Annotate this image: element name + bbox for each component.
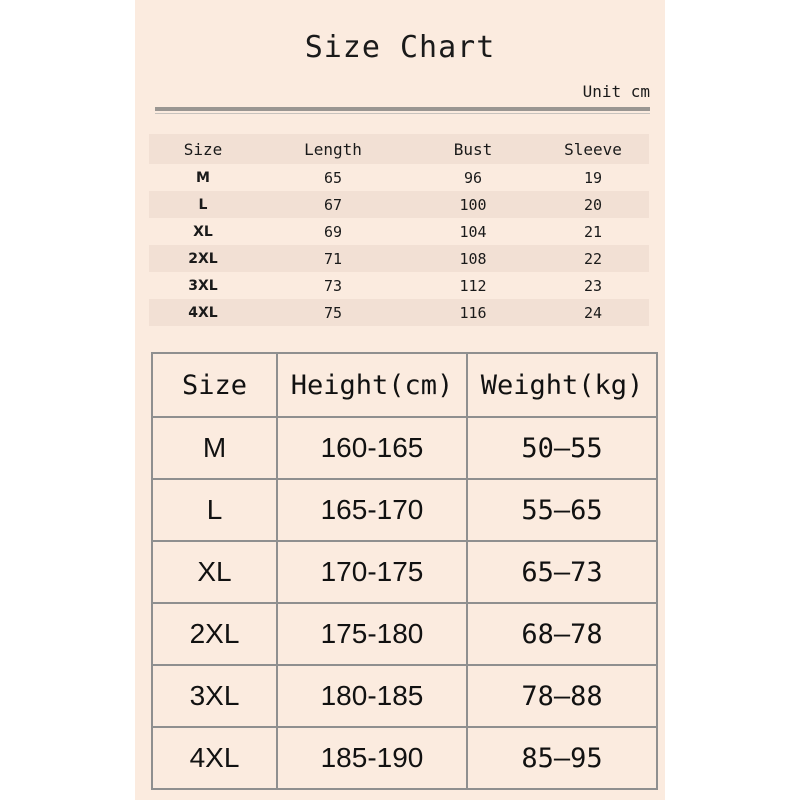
- measurement-table: [149, 134, 649, 326]
- table-cell: 65–73: [467, 541, 657, 603]
- table-cell: 55–65: [467, 479, 657, 541]
- table-header-row: [149, 134, 649, 164]
- table-cell: 4XL: [152, 727, 277, 789]
- table-cell: 4XL: [188, 304, 218, 321]
- table-cell: 22: [583, 249, 603, 268]
- table-cell: 3XL: [188, 277, 218, 294]
- table-cell: 180-185: [277, 665, 467, 727]
- table-row: [152, 417, 657, 479]
- table-cell: 100: [459, 195, 487, 214]
- size-chart-card: [135, 0, 665, 800]
- table-row: [149, 272, 649, 299]
- table-cell: 112: [459, 276, 487, 295]
- table-cell: 67: [323, 195, 343, 214]
- divider: [155, 107, 650, 111]
- table-cell: 96: [463, 168, 483, 187]
- table-cell: M: [196, 169, 210, 186]
- table-cell: 170-175: [277, 541, 467, 603]
- table-row: [152, 479, 657, 541]
- table-cell: 73: [323, 276, 343, 295]
- table-cell: 2XL: [188, 250, 218, 267]
- table-header-row: [152, 353, 657, 417]
- table-cell: 2XL: [152, 603, 277, 665]
- table-row: [152, 727, 657, 789]
- header-cell: Length: [304, 139, 362, 159]
- table-cell: XL: [193, 223, 213, 240]
- table-row: [149, 164, 649, 191]
- table-cell: 78–88: [467, 665, 657, 727]
- table-cell: 3XL: [152, 665, 277, 727]
- header-cell: Height(cm): [277, 353, 467, 417]
- table-cell: L: [152, 479, 277, 541]
- table-cell: 23: [583, 276, 603, 295]
- table-row: [152, 665, 657, 727]
- table-cell: 85–95: [467, 727, 657, 789]
- table-cell: L: [198, 196, 208, 213]
- table-cell: XL: [152, 541, 277, 603]
- page-title: Size Chart: [304, 30, 496, 65]
- table-row: [152, 603, 657, 665]
- header-cell: Size: [183, 139, 223, 159]
- table-cell: 21: [583, 222, 603, 241]
- table-cell: 160-165: [277, 417, 467, 479]
- fit-table: [151, 352, 658, 790]
- table-row: [149, 245, 649, 272]
- table-cell: 175-180: [277, 603, 467, 665]
- table-cell: 20: [583, 195, 603, 214]
- table-cell: 185-190: [277, 727, 467, 789]
- table-cell: 65: [323, 168, 343, 187]
- table-cell: 19: [583, 168, 603, 187]
- table-cell: 24: [583, 303, 603, 322]
- table-cell: 50–55: [467, 417, 657, 479]
- table-row: [152, 541, 657, 603]
- table-cell: 116: [459, 303, 487, 322]
- table-cell: 75: [323, 303, 343, 322]
- table-row: [149, 299, 649, 326]
- table-cell: 108: [459, 249, 487, 268]
- header-cell: Size: [152, 353, 277, 417]
- table-cell: 68–78: [467, 603, 657, 665]
- table-cell: M: [152, 417, 277, 479]
- table-cell: 104: [459, 222, 487, 241]
- table-cell: 165-170: [277, 479, 467, 541]
- table-cell: 69: [323, 222, 343, 241]
- table-row: [149, 191, 649, 218]
- divider-thin: [155, 113, 650, 114]
- table-cell: 71: [323, 249, 343, 268]
- header-cell: Weight(kg): [467, 353, 657, 417]
- unit-label: Unit cm: [582, 82, 650, 101]
- table-row: [149, 218, 649, 245]
- header-cell: Bust: [453, 139, 493, 159]
- header-cell: Sleeve: [564, 139, 622, 159]
